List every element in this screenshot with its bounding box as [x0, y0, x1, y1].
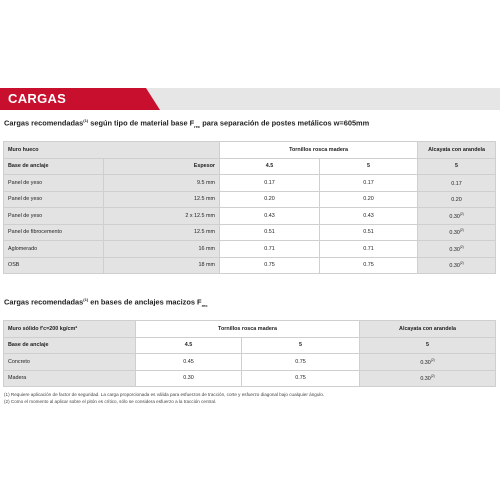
group-screws: Tornillos rosca madera — [136, 321, 360, 338]
table-row — [4, 354, 496, 371]
cell-thickness: 12.5 mm — [104, 224, 220, 241]
banner-title: CARGAS — [8, 91, 67, 106]
table-row — [4, 191, 496, 208]
header-base: Base de anclaje — [4, 337, 136, 354]
section1-heading: Cargas recomendadas$^{(1)}$ según tipo de material base $F_{rec}$ para separación de postes metálicos w=605mm — [4, 118, 370, 129]
footnote-2: (2) Como el momento al aplicar sobre el pitón es crítico, sólo se considera esfuerzo a la tracción central. — [4, 399, 217, 404]
table-group-row — [4, 321, 496, 338]
cell-value: 0.51 — [320, 224, 418, 241]
cell-hook: 0.30$^{(2)}$ — [418, 224, 496, 241]
cell-hook: 0.30$^{(2)}$ — [418, 257, 496, 274]
cell-value: 0.75 — [220, 257, 320, 274]
cell-value: 0.43 — [220, 208, 320, 225]
table-row — [4, 257, 496, 274]
table-group-row — [4, 142, 496, 159]
group-hook: Alcayata con arandela — [360, 321, 496, 338]
header-screw-2: 5 — [320, 158, 418, 175]
cell-thickness: 9.5 mm — [104, 175, 220, 192]
cell-thickness: 12.5 mm — [104, 191, 220, 208]
cell-thickness: 18 mm — [104, 257, 220, 274]
cell-value: 0.75 — [242, 354, 360, 371]
loads-table-solid — [3, 320, 496, 387]
group-label: Muro hueco — [4, 142, 220, 159]
cell-value: 0.17 — [220, 175, 320, 192]
header-screw-1: 4.5 — [220, 158, 320, 175]
cell-hook: 0.17 — [418, 175, 496, 192]
table-row — [4, 175, 496, 192]
cell-hook: 0.30$^{(2)}$ — [418, 208, 496, 225]
cell-thickness: 2 x 12.5 mm — [104, 208, 220, 225]
footnote-1: (1) Requiere aplicación de factor de seguridad. La carga proporcionada es válida para esfuerzos de tracción, corte y esfuerzo diagonal bajo cualquier ángulo. — [4, 392, 325, 397]
cell-hook: 0.30$^{(2)}$ — [418, 241, 496, 258]
table-row — [4, 370, 496, 387]
cell-value: 0.17 — [320, 175, 418, 192]
cell-value: 0.20 — [320, 191, 418, 208]
table-header-row — [4, 158, 496, 175]
header-thickness: Espesor — [104, 158, 220, 175]
cell-value: 0.51 — [220, 224, 320, 241]
cell-value: 0.71 — [220, 241, 320, 258]
group-label: Muro sólido f'c=200 kg/cm² — [4, 321, 136, 338]
header-hook: 5 — [418, 158, 496, 175]
group-hook: Alcayata con arandela — [418, 142, 496, 159]
cell-base: OSB — [4, 257, 104, 274]
table-row — [4, 224, 496, 241]
header-screw-1: 4.5 — [136, 337, 242, 354]
cell-hook: 0.30$^{(2)}$ — [360, 370, 496, 387]
table-header-row — [4, 337, 496, 354]
cell-base: Panel de fibrocemento — [4, 224, 104, 241]
cell-value: 0.75 — [242, 370, 360, 387]
cell-base: Aglomerado — [4, 241, 104, 258]
cell-base: Panel de yeso — [4, 191, 104, 208]
cell-thickness: 16 mm — [104, 241, 220, 258]
cell-value: 0.30 — [136, 370, 242, 387]
table-row — [4, 241, 496, 258]
cell-value: 0.43 — [320, 208, 418, 225]
cell-value: 0.20 — [220, 191, 320, 208]
section2-heading: Cargas recomendadas$^{(1)}$ en bases de anclajes macizos $F_{rec}$ — [4, 297, 208, 308]
cell-hook: 0.20 — [418, 191, 496, 208]
loads-table-hollow — [3, 141, 496, 274]
cell-value: 0.71 — [320, 241, 418, 258]
cell-base: Panel de yeso — [4, 208, 104, 225]
cell-value: 0.45 — [136, 354, 242, 371]
cell-base: Concreto — [4, 354, 136, 371]
header-hook: 5 — [360, 337, 496, 354]
footnotes — [4, 391, 324, 405]
cell-hook: 0.30$^{(2)}$ — [360, 354, 496, 371]
cell-value: 0.75 — [320, 257, 418, 274]
table-row — [4, 208, 496, 225]
section-banner — [0, 88, 500, 110]
cell-base: Madera — [4, 370, 136, 387]
header-base: Base de anclaje — [4, 158, 104, 175]
group-screws: Tornillos rosca madera — [220, 142, 418, 159]
cell-base: Panel de yeso — [4, 175, 104, 192]
header-screw-2: 5 — [242, 337, 360, 354]
